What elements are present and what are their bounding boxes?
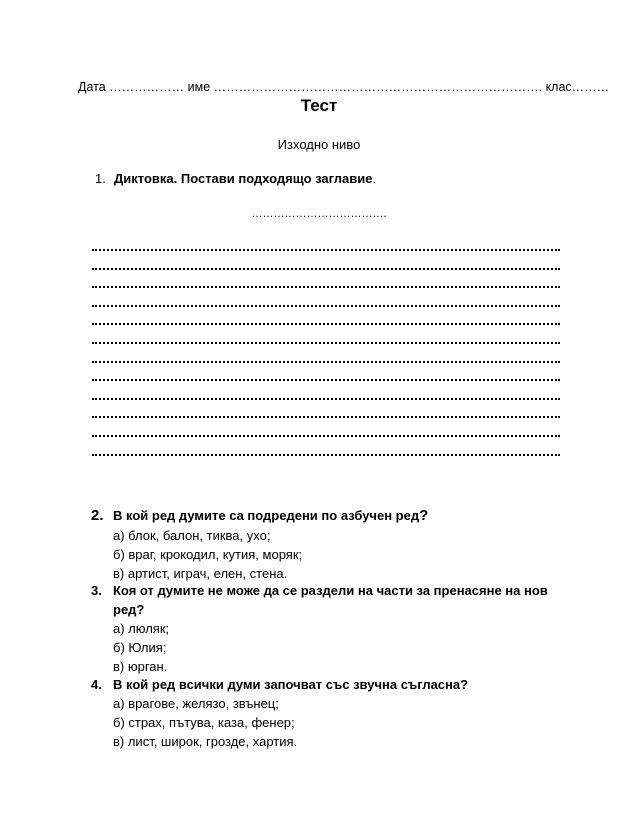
question-3-option-a: а) люляк; <box>113 621 170 636</box>
question-4 <box>91 675 468 694</box>
question-1-number: 1. <box>95 171 106 186</box>
question-2-option-c: в) артист, играч, елен, стена. <box>113 566 288 581</box>
dictation-line <box>92 416 560 418</box>
question-3-text-line2: ред? <box>113 602 145 617</box>
page-title: Тест <box>300 96 338 115</box>
question-2 <box>91 506 428 525</box>
dictation-line <box>92 249 560 251</box>
question-3-text-line1: Коя от думите не може да се раздели на части за пренасяне на нов <box>113 583 548 598</box>
question-2-option-a: а) блок, балон, тиква, ухо; <box>113 528 271 543</box>
dictation-line <box>92 268 560 270</box>
question-1 <box>95 171 376 186</box>
header-line: Дата ……………… име ……………………………………………………………………. клас……… <box>78 80 610 94</box>
question-4-option-b: б) страх, пътува, каза, фенер; <box>113 715 295 730</box>
page-subtitle: Изходно ниво <box>277 137 361 152</box>
dictation-line <box>92 454 560 456</box>
question-3-number: 3. <box>91 583 102 598</box>
question-3-option-b: б) Юлия; <box>113 640 167 655</box>
dictation-line <box>92 379 560 381</box>
dictation-line <box>92 286 560 288</box>
dictation-line <box>92 305 560 307</box>
question-4-number: 4. <box>91 677 102 692</box>
question-3-option-c: в) юрган. <box>113 659 168 674</box>
question-4-option-a: а) врагове, желязо, звънец; <box>113 696 279 711</box>
dictation-line <box>92 435 560 437</box>
question-3 <box>91 581 548 600</box>
question-2-qmark: ? <box>419 507 429 524</box>
question-2-text: В кой ред думите са подредени по азбучен ред <box>113 508 420 523</box>
question-2-option-b: б) враг, крокодил, кутия, моряк; <box>113 547 303 562</box>
question-4-option-c: в) лист, широк, грозде, хартия. <box>113 734 298 749</box>
question-1-period: . <box>372 171 377 186</box>
question-3-line2 <box>113 600 144 619</box>
dictation-line <box>92 361 560 363</box>
dictation-line <box>92 342 560 344</box>
dictation-line <box>92 323 560 325</box>
dictation-line <box>92 398 560 400</box>
dictation-title-blank: ………………………………. <box>251 208 387 220</box>
question-2-number: 2. <box>91 507 104 524</box>
question-4-text: В кой ред всички думи започват със звучна съгласна? <box>113 677 469 692</box>
question-1-text: Диктовка. Постави подходящо заглавие <box>114 171 373 186</box>
